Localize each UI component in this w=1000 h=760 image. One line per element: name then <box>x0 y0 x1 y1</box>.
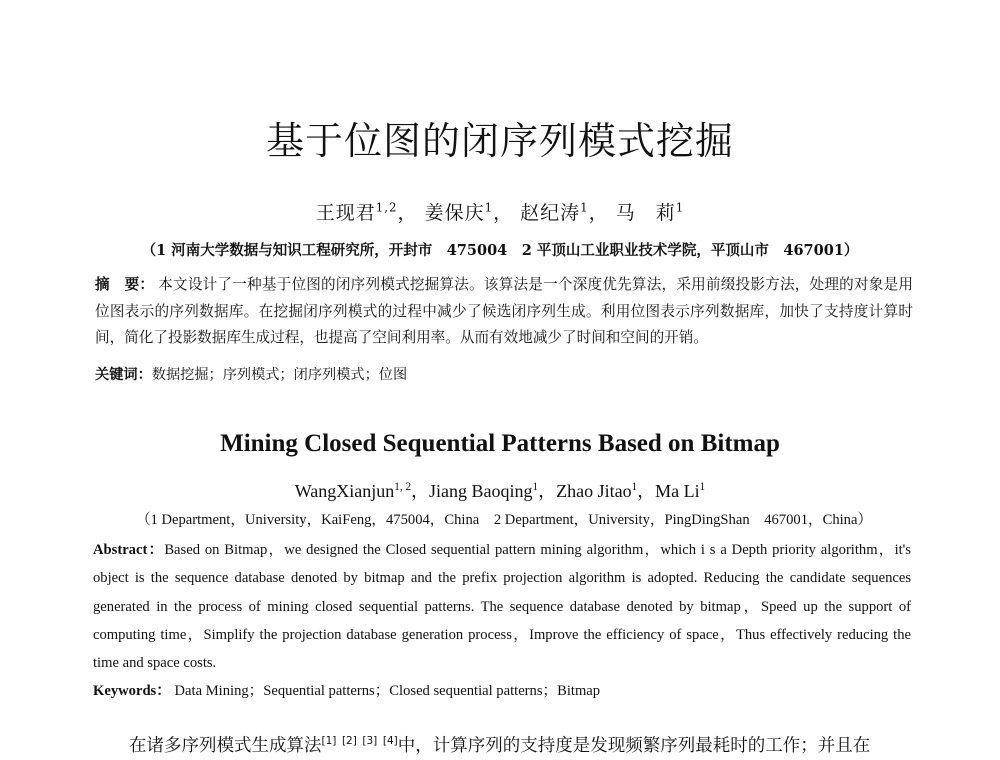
author-separator: ， <box>637 481 656 501</box>
english-author-list <box>0 477 1000 503</box>
author-separator: ， <box>588 202 609 224</box>
keywords-label: Keywords： <box>93 683 171 699</box>
body-text-end: 中，计算序列的支持度是发现频繁序列最耗时的工作；并且在 <box>397 736 871 756</box>
keywords-text: Data Mining；Sequential patterns；Closed sequential patterns；Bitmap <box>174 683 601 699</box>
keywords-label: 关键词： <box>95 367 152 383</box>
chinese-abstract <box>95 272 913 352</box>
author-affiliation-mark: 1 <box>580 200 589 215</box>
chinese-keywords <box>95 362 913 388</box>
author-name: 赵纪涛 <box>520 202 581 224</box>
author-affiliation-mark: 1, 2 <box>394 481 412 493</box>
abstract-label: 摘 要： <box>95 276 155 293</box>
author-affiliation-mark: 1 <box>532 481 539 493</box>
keywords-text: 数据挖掘；序列模式；闭序列模式；位图 <box>151 367 408 383</box>
author-name: Jiang Baoqing <box>429 481 533 501</box>
author-affiliation-mark: 1 <box>675 200 685 215</box>
abstract-text: Based on Bitmap，we designed the Closed sequential pattern mining algorithm，which i s a Depth priority algorithm，it's object is the sequence database denoted by bitmap and the prefix projection algorithm is adopted. Reducing the candidate sequences generated in the process of mining closed sequential patterns. The sequence database denoted by bitmap，Speed up the support of computing time，Simplify the projection database generation process，Improve the efficiency of space，Thus effectively reducing the time and space costs. <box>93 542 911 672</box>
english-affiliation: （1 Department，University，KaiFeng，475004，China 2 Department，University，PingDingShan 467001，China） <box>135 512 873 528</box>
chinese-title: 基于位图的闭序列模式挖掘 <box>265 119 734 163</box>
english-abstract <box>93 536 911 677</box>
author-name: Zhao Jitao <box>556 481 632 501</box>
abstract-text: 本文设计了一种基于位图的闭序列模式挖掘算法。该算法是一个深度优先算法，采用前缀投影方法，处理的对象是用位图表示的序列数据库。在挖掘闭序列模式的过程中减少了候选闭序列生成。利用位图表示序列数据库，加快了支持度计算时间，简化了投影数据库生成过程，也提高了空间利用率。从而有效地减少了时间和空间的开销。 <box>95 276 913 346</box>
author-separator: ， <box>397 202 418 224</box>
abstract-label: Abstract： <box>93 542 165 558</box>
author-separator: ， <box>493 202 514 224</box>
chinese-author-list <box>0 198 1000 225</box>
author-affiliation-mark: 1,2 <box>375 200 398 215</box>
citation-ref: [2] <box>341 735 357 748</box>
author-affiliation-mark: 1 <box>631 481 638 493</box>
author-affiliation-mark: 1 <box>699 481 706 493</box>
citation-ref: [3] <box>362 735 378 748</box>
author-affiliation-mark: 1 <box>484 200 494 215</box>
author-name: WangXianjun <box>294 481 395 501</box>
chinese-affiliation: （1 河南大学数据与知识工程研究所，开封市 475004 2 平顶山工业职业技术学院，平顶山市 467001） <box>141 242 859 259</box>
author-separator: ， <box>411 481 430 501</box>
author-name: 姜保庆 <box>424 202 485 224</box>
citation-ref: [4] <box>382 735 398 748</box>
author-name: Ma Li <box>655 481 700 501</box>
english-title: Mining Closed Sequential Patterns Based on Bitmap <box>220 430 780 457</box>
citation-ref: [1] <box>321 735 337 748</box>
author-name: 王现君 <box>315 202 376 224</box>
body-text-start: 在诸多序列模式生成算法 <box>129 736 322 756</box>
author-separator: ， <box>538 481 557 501</box>
body-paragraph <box>93 733 923 759</box>
author-name: 马 莉 <box>615 202 676 224</box>
english-keywords <box>93 678 911 704</box>
